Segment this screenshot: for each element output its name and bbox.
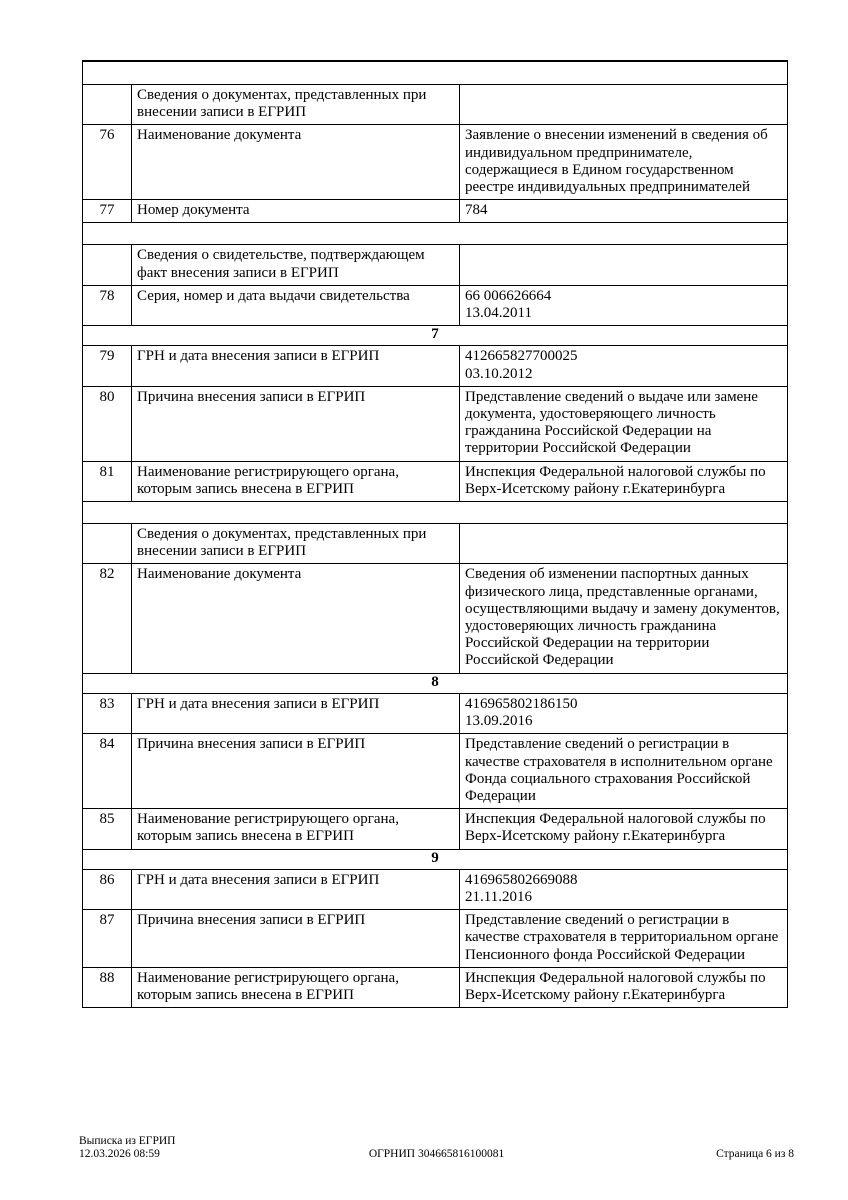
field-value-line: 13.04.2011	[465, 305, 532, 322]
field-value	[460, 809, 787, 848]
field-label: ГРН и дата внесения записи в ЕГРИП	[132, 346, 460, 385]
field-value	[460, 564, 787, 672]
field-value-line: Инспекция Федеральной налоговой службы по Верх-Исетскому району г.Екатеринбурга	[465, 811, 766, 845]
field-label: Номер документа	[132, 200, 460, 222]
field-value	[460, 694, 787, 733]
field-value-line: Заявление о внесении изменений в сведения об индивидуальном предпринимателе, содержащиеся в Едином государственном реестре индивидуальных предпринимателей	[465, 127, 768, 196]
field-value-line: Сведения об изменении паспортных данных физического лица, представленные органами, осуществляющими выдачу и замену документов, удостоверяющих личность гражданина Российской Федерации на территории Российской Федерации	[465, 566, 780, 669]
row-number: 86	[83, 870, 132, 909]
page-footer	[0, 1135, 848, 1161]
field-value	[460, 200, 787, 222]
field-value-line: 13.09.2016	[465, 713, 533, 730]
field-value-line: 784	[465, 202, 488, 219]
table-row	[83, 285, 787, 325]
record-number-row: 8	[83, 673, 787, 693]
table-header-row	[83, 244, 787, 284]
field-value-line: 03.10.2012	[465, 365, 533, 382]
field-value	[460, 734, 787, 808]
section-title: Сведения о свидетельстве, подтверждающем факт внесения записи в ЕГРИП	[132, 245, 460, 284]
row-number: 77	[83, 200, 132, 222]
field-label: Причина внесения записи в ЕГРИП	[132, 734, 460, 808]
table-spacer-row	[83, 62, 787, 84]
field-value	[460, 286, 787, 325]
field-value-line: Представление сведений о выдаче или замене документа, удостоверяющего личность гражданина Российской Федерации на территории Российской Федерации	[465, 388, 758, 457]
row-number: 83	[83, 694, 132, 733]
field-value	[460, 910, 787, 967]
row-number: 79	[83, 346, 132, 385]
row-number: 76	[83, 125, 132, 199]
field-label: ГРН и дата внесения записи в ЕГРИП	[132, 694, 460, 733]
field-value	[460, 968, 787, 1007]
field-value-line: 21.11.2016	[465, 888, 532, 905]
row-number: 78	[83, 286, 132, 325]
table-row	[83, 563, 787, 672]
field-value	[460, 462, 787, 501]
field-label: ГРН и дата внесения записи в ЕГРИП	[132, 870, 460, 909]
field-value	[460, 85, 787, 124]
field-value-line: 416965802186150	[465, 695, 578, 712]
field-value-line: 66 006626664	[465, 287, 552, 304]
row-number: 88	[83, 968, 132, 1007]
field-label: Наименование документа	[132, 125, 460, 199]
field-value	[460, 870, 787, 909]
table-row	[83, 345, 787, 385]
field-value	[460, 387, 787, 461]
egrip-table	[82, 60, 788, 1008]
table-row	[83, 461, 787, 501]
field-label: Причина внесения записи в ЕГРИП	[132, 387, 460, 461]
field-value-line: 412665827700025	[465, 348, 578, 365]
field-value-line: Представление сведений о регистрации в качестве страхователя в исполнительном органе Фонда социального страхования Российской Федерации	[465, 736, 773, 804]
footer-timestamp: 12.03.2026 08:59	[79, 1148, 160, 1160]
field-label: Наименование регистрирующего органа, которым запись внесена в ЕГРИП	[132, 809, 460, 848]
field-label: Причина внесения записи в ЕГРИП	[132, 910, 460, 967]
row-number: 84	[83, 734, 132, 808]
field-value-line: Представление сведений о регистрации в качестве страхователя в территориальном органе Пенсионного фонда Российской Федерации	[465, 912, 779, 963]
field-value-line: 416965802669088	[465, 871, 578, 888]
row-number	[83, 524, 132, 563]
table-row	[83, 909, 787, 967]
table-spacer-row	[83, 501, 787, 523]
record-number-row: 7	[83, 325, 787, 345]
footer-ogrnip: ОГРНИП 304665816100081	[368, 1148, 505, 1160]
table-row	[83, 693, 787, 733]
field-value	[460, 346, 787, 385]
table-row	[83, 733, 787, 808]
table-header-row	[83, 523, 787, 563]
field-label: Наименование регистрирующего органа, которым запись внесена в ЕГРИП	[132, 968, 460, 1007]
field-label: Серия, номер и дата выдачи свидетельства	[132, 286, 460, 325]
record-number-row: 9	[83, 849, 787, 869]
field-label: Наименование регистрирующего органа, которым запись внесена в ЕГРИП	[132, 462, 460, 501]
table-row	[83, 199, 787, 222]
row-number: 85	[83, 809, 132, 848]
field-value-line: Инспекция Федеральной налоговой службы по Верх-Исетскому району г.Екатеринбурга	[465, 969, 766, 1003]
table-row	[83, 386, 787, 461]
row-number	[83, 245, 132, 284]
table-header-row	[83, 84, 787, 124]
section-title: Сведения о документах, представленных при внесении записи в ЕГРИП	[132, 85, 460, 124]
footer-page-number: Страница 6 из 8	[716, 1148, 795, 1160]
row-number: 81	[83, 462, 132, 501]
row-number: 87	[83, 910, 132, 967]
table-row	[83, 967, 787, 1007]
row-number: 80	[83, 387, 132, 461]
table-row	[83, 808, 787, 848]
field-value	[460, 125, 787, 199]
field-value	[460, 245, 787, 284]
table-spacer-row	[83, 222, 787, 244]
field-label: Наименование документа	[132, 564, 460, 672]
field-value	[460, 524, 787, 563]
footer-doc-title: Выписка из ЕГРИП	[79, 1135, 176, 1147]
footer-left	[0, 1135, 369, 1161]
section-title: Сведения о документах, представленных при внесении записи в ЕГРИП	[132, 524, 460, 563]
row-number: 82	[83, 564, 132, 672]
table-row	[83, 124, 787, 199]
row-number	[83, 85, 132, 124]
table-row	[83, 869, 787, 909]
field-value-line: Инспекция Федеральной налоговой службы по Верх-Исетскому району г.Екатеринбурга	[465, 463, 766, 497]
